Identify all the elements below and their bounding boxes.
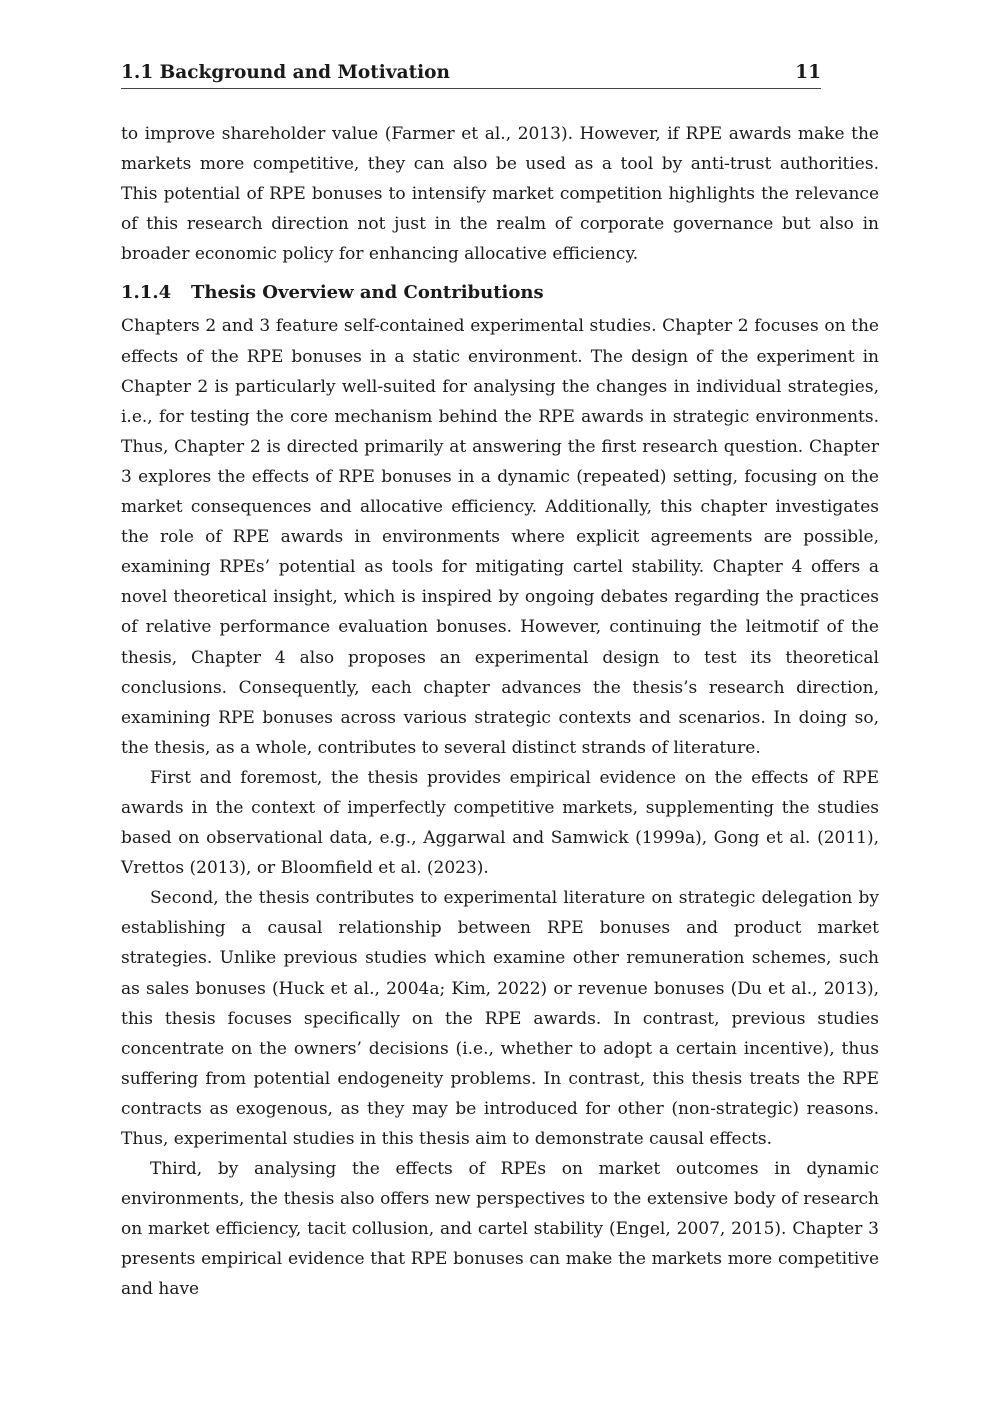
paragraph-first-contribution: First and foremost, the thesis provides empirical evidence on the effects of RPE awards in the context of imperfectly competitive markets, supplementing the studies based on observational data, e.g., Aggarwal and Samwick (1999a), Gong et al. (2011), Vrettos (2013), or Bloomfield et al. (2023).: [121, 767, 879, 879]
section-title: Thesis Overview and Contributions: [191, 282, 544, 304]
page-body: [121, 119, 879, 1305]
paragraph-third-contribution: Third, by analysing the effects of RPEs on market outcomes in dynamic environments, the thesis also offers new perspectives to the extensive body of research on market efficiency, tacit collusion, and cartel stability (Engel, 2007, 2015). Chapter 3 presents empirical evidence that RPE bonuses can make the markets more competitive and have: [121, 1159, 879, 1300]
section-heading: [121, 278, 879, 308]
header-page-number: 11: [795, 62, 821, 83]
paragraph-overview: Chapters 2 and 3 feature self-contained experimental studies. Chapter 2 focuses on the effects of the RPE bonuses in a static environment. The design of the experiment in Chapter 2 is particularly well-suited for analysing the changes in individual strategies, i.e., for testing the core mechanism behind the RPE awards in strategic environments. Thus, Chapter 2 is directed primarily at answering the first research question. Chapter 3 explores the effects of RPE bonuses in a dynamic (repeated) setting, focusing on the market consequences and allocative efficiency. Additionally, this chapter investigates the role of RPE awards in environments where explicit agreements are possible, examining RPEs’ potential as tools for mitigating cartel stability. Chapter 4 offers a novel theoretical insight, which is inspired by ongoing debates regarding the practices of relative performance evaluation bonuses. However, continuing the leitmotif of the thesis, Chapter 4 also proposes an experimental design to test its theoretical conclusions. Consequently, each chapter advances the thesis’s research direction, examining RPE bonuses across various strategic contexts and scenarios. In doing so, the thesis, as a whole, contributes to several distinct strands of literature.: [121, 316, 879, 758]
paragraph-second-contribution: Second, the thesis contributes to experimental literature on strategic delegation by establishing a causal relationship between RPE bonuses and product market strategies. Unlike previous studies which examine other remuneration schemes, such as sales bonuses (Huck et al., 2004a; Kim, 2022) or revenue bonuses (Du et al., 2013), this thesis focuses specifically on the RPE awards. In contrast, previous studies concentrate on the owners’ decisions (i.e., whether to adopt a certain incentive), thus suffering from potential endogeneity problems. In contrast, this thesis treats the RPE contracts as exogenous, as they may be introduced for other (non-strategic) reasons. Thus, experimental studies in this thesis aim to demonstrate causal effects.: [121, 888, 879, 1149]
header-section-title: 1.1 Background and Motivation: [121, 62, 450, 83]
intro-paragraph: to improve shareholder value (Farmer et al., 2013). However, if RPE awards make the markets more competitive, they can also be used as a tool by anti-trust authorities. This potential of RPE bonuses to intensify market competition highlights the relevance of this research direction not just in the realm of corporate governance but also in broader economic policy for enhancing allocative efficiency.: [121, 124, 879, 265]
section-number: 1.1.4: [121, 282, 172, 304]
running-header: [121, 60, 821, 89]
